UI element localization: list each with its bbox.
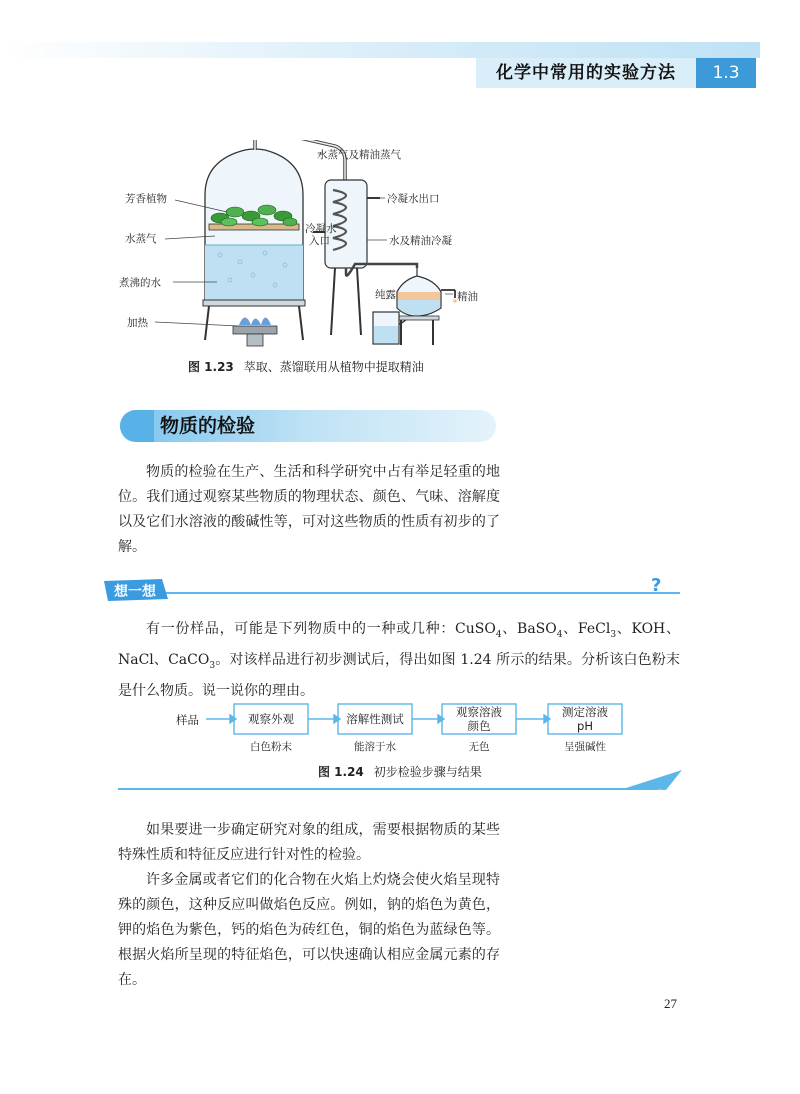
subscript: 4 <box>495 629 502 640</box>
question-mark-icon: ? <box>651 575 662 596</box>
section-title: 物质的检验 <box>160 415 256 437</box>
subscript: 4 <box>556 629 563 640</box>
label-vapor: 水蒸气及精油蒸气 <box>317 149 401 161</box>
caption-number: 图 1.24 <box>318 765 364 779</box>
label-heating: 加热 <box>127 317 148 329</box>
chapter-title: 化学中常用的实验方法 <box>476 58 696 88</box>
label-aromatic-plant: 芳香植物 <box>125 193 167 205</box>
section-heading-lead <box>120 410 154 442</box>
caption-text: 初步检验步骤与结果 <box>373 765 482 779</box>
text-part: 。对该样品进行初步测试后，得出如图 1.24 所示的结果。分析该白色粉末是什么物质。说一说你的理由。 <box>118 651 680 699</box>
think-box-top-rule <box>118 592 680 594</box>
subscript: 3 <box>209 660 216 671</box>
bell-jar <box>203 149 305 306</box>
step-2-result: 能溶于水 <box>354 741 396 753</box>
think-tag-badge <box>100 577 170 603</box>
section-number: 1.3 <box>696 58 756 88</box>
paragraph-2: 如果要进一步确定研究对象的组成，需要根据物质的某些特殊性质和特征反应进行针对性的检验。 <box>118 822 500 863</box>
step-4-label-line-2: pH <box>577 719 593 733</box>
label-condenser-out: 冷凝水出口 <box>387 193 440 205</box>
step-3-label-line-2: 颜色 <box>467 719 491 733</box>
caption-number: 图 1.23 <box>188 360 234 374</box>
test-steps-flowchart <box>170 698 640 758</box>
paragraph-3: 许多金属或者它们的化合物在火焰上灼烧会使火焰呈现特殊的颜色，这种反应叫做焰色反应。例如，钠的焰色为黄色，钾的焰色为紫色，钙的焰色为砖红色，铜的焰色为蓝绿色等。根据火焰所呈现的特征焰色，可以快速确认相应金属元素的存在。 <box>118 872 500 988</box>
figure-1-23-caption <box>188 358 424 375</box>
text-part: 有一份样品，可能是下列物质中的一种或几种：CuSO <box>146 621 496 637</box>
think-box-bottom-rule <box>118 788 658 790</box>
label-pure-dew: 纯露 <box>375 289 396 301</box>
text-part: 、BaSO <box>501 621 557 637</box>
figure-1-24-caption <box>318 763 482 780</box>
step-2-label: 溶解性测试 <box>346 712 404 726</box>
caption-text: 萃取、蒸馏联用从植物中提取精油 <box>243 360 424 374</box>
label-condenser-in-1: 冷凝水 <box>305 223 337 235</box>
step-1-result: 白色粉末 <box>250 741 292 753</box>
label-boiling-water: 煮沸的水 <box>119 277 161 289</box>
burner-flame <box>233 318 277 347</box>
step-4-label-line-1: 测定溶液 <box>562 705 608 719</box>
separating-flask <box>395 268 457 345</box>
subscript: 3 <box>610 629 617 640</box>
think-question-text <box>118 617 680 704</box>
page-number: 27 <box>664 996 677 1011</box>
header-gradient-bar <box>0 42 760 58</box>
label-essential-oil: 精油 <box>457 291 478 303</box>
step-3-label-line-1: 观察溶液 <box>456 705 502 719</box>
section-paragraph: 物质的检验在生产、生活和科学研究中占有举足轻重的地位。我们通过观察某些物质的物理状态、颜色、气味、溶解度以及它们水溶液的酸碱性等，可对这些物质的性质有初步的了解。 <box>118 464 500 555</box>
page-header <box>0 0 800 90</box>
label-condensed: 水及精油冷凝 <box>389 235 452 247</box>
text-part: 、FeCl <box>562 621 611 637</box>
label-condenser-in-2: 入口 <box>309 235 330 247</box>
label-steam: 水蒸气 <box>125 233 157 245</box>
distillation-apparatus-figure <box>105 140 485 355</box>
step-1-label: 观察外观 <box>248 712 294 726</box>
step-3-result: 无色 <box>468 741 490 753</box>
step-4-result: 呈强碱性 <box>564 741 606 753</box>
arrow-icon <box>626 768 686 792</box>
collection-beaker <box>373 312 399 344</box>
flow-start-label: 样品 <box>176 713 199 727</box>
think-tag-text: 想一想 <box>114 584 156 600</box>
text-part: 、KOH、NaCl、CaCO <box>118 621 680 668</box>
